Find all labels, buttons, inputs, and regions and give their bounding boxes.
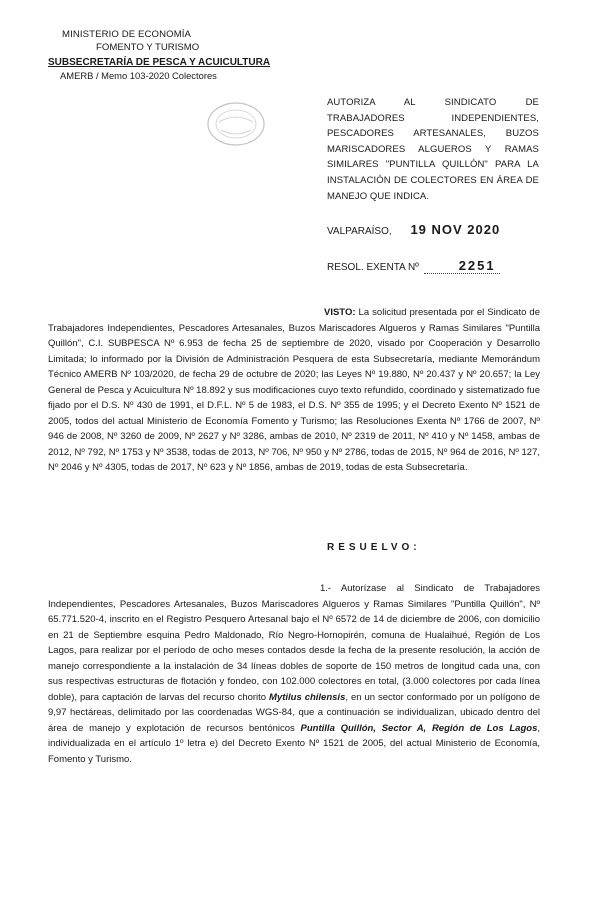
place-and-date: [327, 222, 500, 237]
ministry-name: MINISTERIO DE ECONOMÍA: [62, 29, 192, 40]
issue-date: 19 NOV 2020: [410, 222, 501, 237]
article-1: [48, 581, 540, 767]
article-1-text-a: Independientes, Pescadores Artesanales, Buzos Mariscadores Algueros y Ramas Similares "Puntilla Quillón", Nº 65.771.520-4, inscrito en el Registro Pesquero Artesanal bajo el Nº 6572 de 14 de diciembre de 2006, con domicilio en 21 de Septiembre esquina Pedro Maldonado, Río Negro-Hornopirén, comuna de Hualaihué, Región de Los Lagos, para realizar por el período de ocho meses contados desde la fecha de la presente resolución, la acción de manejo correspondiente a la instalación de 34 líneas dobles de soporte de 150 metros de longitud cada una, con sus respectivas estructuras de flotación y fondeo, con 102.000 colectores en total, (3.000 colectores por cada línea doble), para captación de larvas del recurso choritо: [48, 598, 540, 703]
place-name: VALPARAÍSO,: [327, 226, 392, 237]
resolution-number: 2251: [424, 258, 500, 274]
resolution-subject: AUTORIZA AL SINDICATO DE TRABAJADORES INDEPENDIENTES, PESCADORES ARTESANALES, BUZOS MARISCADORES ALGUEROS Y RAMAS SIMILARES "PUNTILLA QUILLÓN" PARA LA INSTALACIÓN DE COLECTORES EN ÁREA DE MANEJO QUE INDICA.: [327, 97, 539, 202]
memo-reference: AMERB / Memo 103-2020 Colectores: [60, 70, 217, 81]
letterhead: [48, 28, 298, 82]
visto-text: La solicitud presentada por el Sindicato de Trabajadores Independientes, Pescadores Artesanales, Buzos Mariscadores Algueros y Ramas Similares "Puntilla Quillón", C.I. SUBPESCA Nº 6.953 de fecha 25 de septiembre de 2020, visado por Cooperación y Desarrollo Limitada; lo informado por la División de Administración Pesquera de esta Subsecretaría, mediante Memorándum Técnico AMERB Nº 103/2020, de fecha 29 de octubre de 2020; las Leyes Nº 19.880, Nº 20.437 y Nº 20.657; la Ley General de Pesca y Acuicultura Nº 18.892 y sus modificaciones cuyo texto refundido, coordinado y sistematizado fue fijado por el D.S. Nº 430 de 1991, el D.F.L. Nº 5 de 1983, el D.S. Nº 355 de 1995; y el Decreto Exento Nº 1521 de 2005, todos del actual Ministerio de Economía Fomento y Turismo; las Resoluciones Exenta Nº 1766 de 2007, Nº 946 de 2008, Nº 3260 de 2009, Nº 2627 y Nº 3286, ambas de 2010, Nº 2319 de 2011, Nº 410 y Nº 1458, ambas de 2012, Nº 792, Nº 1753 y Nº 3538, todas de 2013, Nº 706, Nº 950 y Nº 2786, todas de 2015, Nº 964 de 2016, Nº 127, Nº 2046 y Nº 4305, todas de 2017, Nº 623 y Nº 1856, ambas de 2019, todas de esta Subsecretaría.: [48, 307, 540, 473]
article-1-lead: 1.- Autorízase al Sindicato de Trabajadores: [320, 583, 540, 594]
resolution-number-line: [327, 258, 500, 274]
species-name: Mytilus chilensis: [269, 691, 346, 703]
visto-label: VISTO:: [324, 307, 356, 318]
resolution-label: RESOL. EXENTA Nº: [327, 262, 419, 273]
ministry-name-2: FOMENTO Y TURISMO: [96, 42, 200, 53]
visto-paragraph: [48, 305, 540, 476]
undersecretariat-name: SUBSECRETARÍA DE PESCA Y ACUICULTURA: [48, 57, 271, 68]
area-name: Puntilla Quillón, Sector A, Región de Los Lagos: [300, 722, 538, 734]
resuelvo-heading: RESUELVO:: [327, 542, 421, 553]
article-1-text-c: , individualizada en el artículo 1º letra e) del Decreto Exento Nº 1521 de 2005, del actual Ministerio de Economía, Fomento y Turismo.: [48, 722, 540, 765]
stamp-icon: [205, 100, 267, 148]
article-1-text-b: , en un sector conformado por un polígono de 9,97 hectáreas, delimitado por las coordenadas WGS-84, que a continuación se individualizan, ubicado dentro del área de manejo y explotación de recursos bentónicos: [48, 691, 540, 734]
